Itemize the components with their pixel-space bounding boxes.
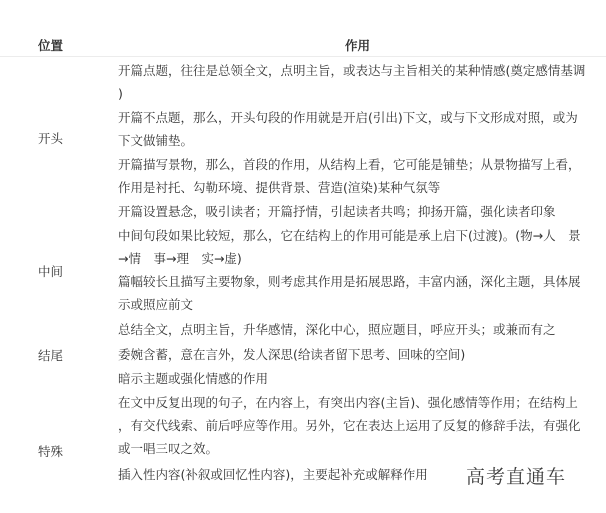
- row-line: 篇幅较长且描写主要物象，则考虑其作用是拓展思路，丰富内涵，深化主题，具体展: [118, 274, 581, 289]
- row-line: 在文中反复出现的句子，在内容上，有突出内容(主旨)、强化感情等作用；在结构上: [118, 395, 578, 410]
- row-line: 中间句段如果比较短，那么，它在结构上的作用可能是承上启下(过渡)。(物→人 景: [118, 228, 581, 243]
- table-row: [118, 59, 596, 105]
- row-line: 插入性内容(补叙或回忆性内容)，主要起补充或解释作用: [118, 467, 428, 482]
- table-row: [118, 106, 596, 152]
- group-label-opening: 开头: [38, 131, 64, 146]
- table-row: [118, 318, 596, 341]
- row-line: 总结全文，点明主旨，升华感情，深化中心，照应题目，呼应开头；或兼而有之: [118, 322, 556, 337]
- table-row: [118, 343, 596, 366]
- header-function: 作用: [345, 38, 371, 53]
- table-row: [118, 270, 596, 316]
- row-line: →情 事→理 实→虚): [118, 251, 242, 266]
- table-row: [118, 463, 458, 486]
- row-line: 开篇不点题，那么，开头句段的作用就是开启(引出)下文，或与下文形成对照，或为: [118, 110, 578, 125]
- group-label-middle: 中间: [38, 264, 64, 279]
- header-divider: [0, 56, 606, 57]
- row-line: 委婉含蓄，意在言外，发人深思(给读者留下思考、回味的空间): [118, 347, 466, 362]
- row-line: 示或照应前文: [118, 297, 194, 312]
- group-label-special: 特殊: [38, 444, 64, 459]
- table-row: [118, 200, 596, 223]
- row-line: 下文做铺垫。: [118, 133, 194, 148]
- row-line: 或一唱三叹之效。: [118, 441, 219, 456]
- watermark-logo: 高考直通车: [466, 466, 567, 488]
- table-row: [118, 153, 596, 199]
- group-label-ending: 结尾: [38, 348, 64, 363]
- table-header: [0, 32, 606, 56]
- row-line: 开篇描写景物，那么，首段的作用，从结构上看，它可能是铺垫；从景物描写上看，: [118, 157, 581, 172]
- table-row: [118, 224, 596, 270]
- row-line: ，有交代线索、前后呼应等作用。另外，它在表达上运用了反复的修辞手法，有强化: [118, 418, 581, 433]
- row-line: ): [118, 86, 123, 101]
- row-line: 暗示主题或强化情感的作用: [118, 371, 269, 386]
- header-position: 位置: [38, 38, 64, 53]
- row-line: 开篇设置悬念，吸引读者；开篇抒情，引起读者共鸣；抑扬开篇，强化读者印象: [118, 204, 556, 219]
- row-line: 作用是衬托、勾勒环境、提供背景、营造(渲染)某种气氛等: [118, 180, 441, 195]
- row-line: 开篇点题，往往是总领全文，点明主旨，或表达与主旨相关的某种情感(奠定感情基调: [118, 63, 586, 78]
- table-row: [118, 391, 596, 460]
- table-row: [118, 367, 596, 390]
